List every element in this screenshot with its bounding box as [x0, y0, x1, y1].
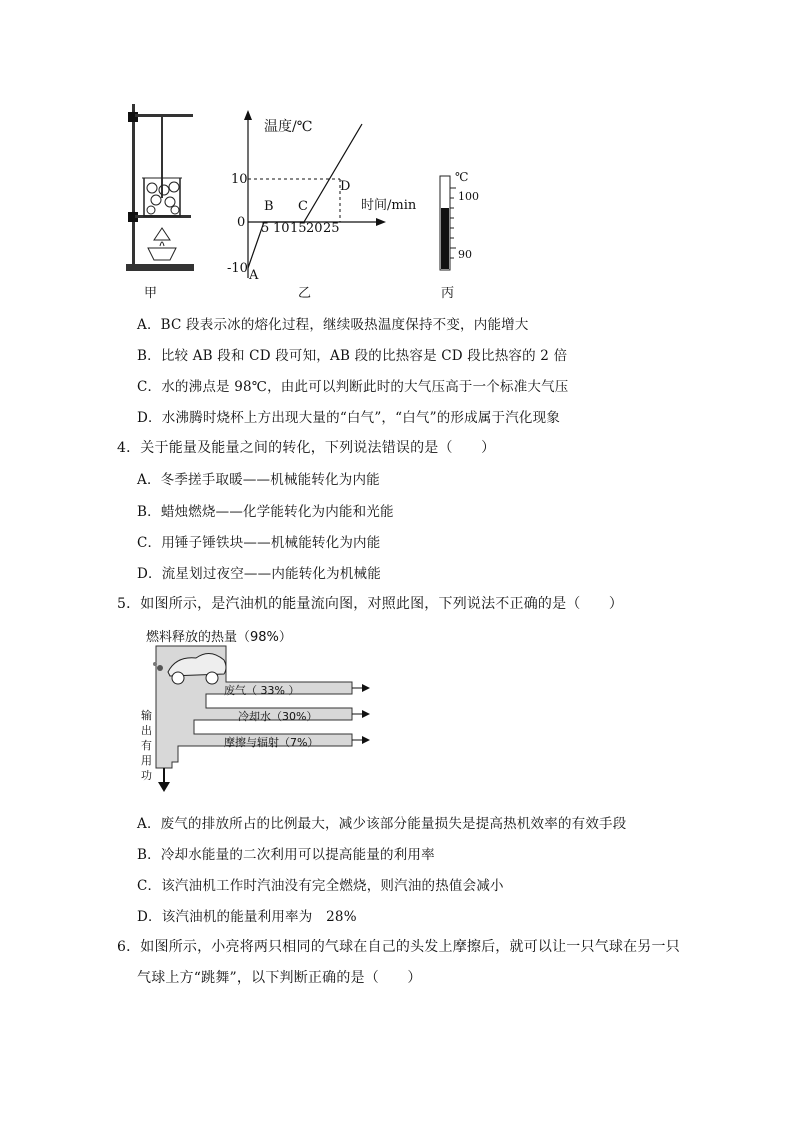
top-figure: [118, 98, 488, 303]
q4-option-d: D．流星划过夜空——内能转化为机械能: [137, 566, 381, 582]
x-tick-15: 15: [290, 221, 307, 236]
x-axis-label: 时间/min: [361, 198, 417, 213]
q6-stem-line-2: 气球上方“跳舞”，以下判断正确的是（ ）: [137, 970, 422, 986]
output-label-char: 有: [141, 739, 152, 752]
output-label-char: 出: [141, 724, 152, 737]
q5-option-d: D．该汽油机的能量利用率为 28%: [137, 909, 357, 925]
thermometer-tick-90: 90: [458, 248, 472, 261]
melting-apparatus-figure: [118, 98, 208, 278]
flow-exhaust: 废气（ 33% ）: [224, 684, 300, 697]
energy-flow-diagram: [138, 624, 374, 794]
flow-friction-radiation: 摩擦与辐射（7%）: [224, 736, 319, 749]
output-label-char: 功: [141, 769, 152, 782]
y-tick-minus-10: -10: [227, 261, 248, 276]
y-axis-label: 温度/℃: [264, 119, 313, 135]
thermometer-unit: ℃: [455, 170, 469, 184]
q5-option-c: C．该汽油机工作时汽油没有完全燃烧，则汽油的热值会减小: [137, 878, 504, 894]
point-label-a: A: [249, 268, 259, 283]
output-label-char: 输: [141, 709, 152, 722]
q3-option-a: A．BC 段表示冰的熔化过程，继续吸热温度保持不变，内能增大: [137, 317, 529, 333]
x-tick-20: 20: [306, 221, 323, 236]
q6-stem-line-1: 6．如图所示，小亮将两只相同的气球在自己的头发上摩擦后，就可以让一只气球在另一只: [117, 939, 680, 955]
flow-cooling-water: 冷却水（30%）: [238, 710, 318, 723]
panel-label-bing: 丙: [441, 286, 455, 301]
x-tick-10: 10: [273, 221, 290, 236]
energy-flow-title: 燃料释放的热量（98%）: [146, 630, 292, 645]
panel-label-yi: 乙: [298, 286, 312, 301]
point-label-c: C: [298, 199, 308, 214]
q4-stem: 4．关于能量及能量之间的转化，下列说法错误的是（ ）: [117, 440, 496, 456]
output-useful-work-label: [141, 708, 153, 783]
point-label-b: B: [264, 199, 274, 214]
q4-option-b: B．蜡烛燃烧——化学能转化为内能和光能: [137, 504, 394, 520]
y-tick-0: 0: [237, 215, 246, 230]
y-tick-10: 10: [231, 172, 248, 187]
q3-option-d: D．水沸腾时烧杯上方出现大量的“白气”，“白气”的形成属于汽化现象: [137, 410, 561, 426]
output-label-char: 用: [141, 754, 152, 767]
q5-stem: 5．如图所示，是汽油机的能量流向图，对照此图，下列说法不正确的是（ ）: [117, 596, 624, 612]
q5-option-a: A．废气的排放所占的比例最大，减少该部分能量损失是提高热机效率的有效手段: [137, 816, 627, 832]
q3-option-c: C．水的沸点是 98℃，由此可以判断此时的大气压高于一个标准大气压: [137, 379, 569, 395]
temperature-time-graph: [218, 98, 418, 288]
q4-option-c: C．用锤子锤铁块——机械能转化为内能: [137, 535, 381, 551]
point-label-d: D: [340, 179, 351, 194]
q4-option-a: A．冬季搓手取暖——机械能转化为内能: [137, 472, 380, 488]
panel-label-jia: 甲: [144, 286, 158, 301]
q5-option-b: B．冷却水能量的二次利用可以提高能量的利用率: [137, 847, 435, 863]
x-tick-5: 5: [261, 221, 270, 236]
thermometer-tick-100: 100: [458, 190, 479, 203]
x-tick-25: 25: [323, 221, 340, 236]
q3-option-b: B．比较 AB 段和 CD 段可知，AB 段的比热容是 CD 段比热容的 2 倍: [137, 348, 568, 364]
